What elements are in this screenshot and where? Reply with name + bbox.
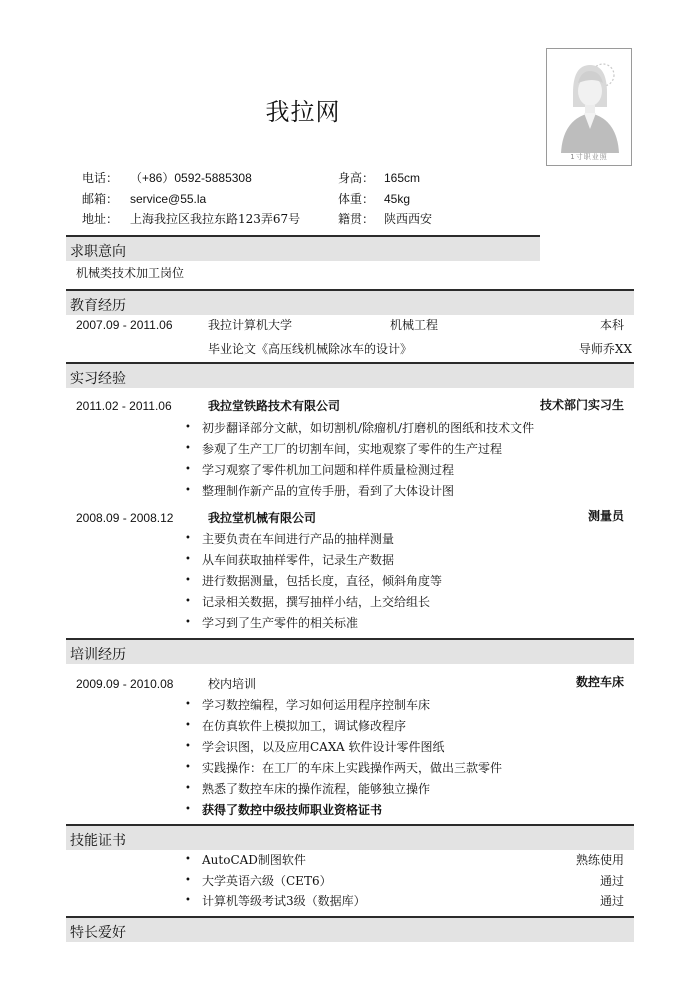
list-item: 熟悉了数控车床的操作流程，能够独立操作 [202,782,431,796]
bullet-icon: • [185,575,191,586]
job-date: 2008.09 - 2008.12 [76,511,174,525]
skill-level: 熟练使用 [575,853,624,867]
address-label: 地址： [82,212,119,226]
section-title: 技能证书 [70,833,126,849]
education-thesis: 毕业论文《高压线机械除冰车的设计》 [208,342,413,356]
bullet-icon: • [185,596,191,607]
list-item: 学习数控编程，学习如何运用程序控制车床 [202,698,431,712]
education-date: 2007.09 - 2011.06 [76,318,173,332]
address-row [82,212,342,226]
section-education [66,289,634,315]
bullet-icon: • [185,422,191,433]
section-training [66,638,634,664]
list-item: 主要负责在车间进行产品的抽样测量 [202,532,395,546]
section-skills [66,824,634,850]
bullet-icon: • [185,762,191,773]
training-org: 校内培训 [208,677,257,691]
list-item: 学习观察了零件机加工问题和样件质量检测过程 [202,463,455,477]
skill-name: AutoCAD制图软件 [202,853,306,867]
education-degree: 本科 [599,318,624,332]
bullet-icon: • [185,533,191,544]
section-title: 教育经历 [70,298,126,314]
weight-row [338,192,538,206]
bullet-icon: • [185,464,191,475]
skill-name: 计算机等级考试3级（数据库） [202,894,366,908]
section-internship [66,362,634,388]
job-company: 我拉堂机械有限公司 [208,511,317,525]
bullet-icon: • [185,554,191,565]
job-role: 技术部门实习生 [539,398,624,412]
education-major: 机械工程 [390,318,439,332]
email-value: service@55.la [130,192,207,206]
bullet-icon: • [185,699,191,710]
job-role: 测量员 [587,509,624,523]
job-intent-text: 机械类技术加工岗位 [76,266,185,280]
job-date: 2011.02 - 2011.06 [76,399,172,413]
section-job-intent [66,235,540,261]
phone-value: （+86）0592-5885308 [130,171,252,185]
candidate-name: 我拉网 [265,98,341,126]
section-title: 特长爱好 [70,925,126,941]
phone-row [82,171,342,185]
skill-name: 大学英语六级（CET6） [202,874,332,888]
origin-row [338,212,538,226]
bullet-icon: • [185,443,191,454]
list-item: 获得了数控中级技师职业资格证书 [202,803,383,817]
origin-label: 籍贯： [338,212,375,226]
list-item: 实践操作：在工厂的车床上实践操作两天，做出三款零件 [202,761,503,775]
list-item: 从车间获取抽样零件，记录生产数据 [202,553,395,567]
list-item: 学会识图，以及应用CAXA 软件设计零件图纸 [202,740,445,754]
section-title: 培训经历 [70,647,126,663]
section-title: 实习经验 [70,371,126,387]
skill-level: 通过 [599,874,624,888]
list-item: 学习到了生产零件的相关标准 [202,616,359,630]
weight-value: 45kg [384,192,411,206]
list-item: 整理制作新产品的宣传手册，看到了大体设计图 [202,484,455,498]
height-label: 身高： [338,171,375,185]
list-item: 进行数据测量，包括长度，直径，倾斜角度等 [202,574,443,588]
job-company: 我拉堂铁路技术有限公司 [208,399,341,413]
height-row [338,171,538,185]
list-item: 参观了生产工厂的切割车间，实地观察了零件的生产过程 [202,442,503,456]
bullet-icon: • [185,485,191,496]
profile-photo [546,48,632,166]
photo-caption: 1寸职业照 [570,153,608,161]
education-advisor: 导师乔XX [578,342,632,356]
training-date: 2009.09 - 2010.08 [76,677,174,691]
email-label: 邮箱： [82,192,119,206]
bullet-icon: • [185,895,191,906]
list-item: 在仿真软件上模拟加工，调试修改程序 [202,719,407,733]
section-hobbies [66,916,634,942]
list-item: 记录相关数据，撰写抽样小结，上交给组长 [202,595,431,609]
origin-value: 陕西西安 [384,212,433,226]
bullet-icon: • [185,804,191,815]
height-value: 165cm [384,171,421,185]
weight-label: 体重： [338,192,375,206]
email-row [82,192,342,206]
bullet-icon: • [185,720,191,731]
list-item: 初步翻译部分文献，如切割机/除瘤机/打磨机的图纸和技术文件 [202,421,535,435]
bullet-icon: • [185,783,191,794]
education-school: 我拉计算机大学 [208,318,293,332]
address-value: 上海我拉区我拉东路123弄67号 [130,212,301,226]
section-title: 求职意向 [70,244,126,260]
training-subject: 数控车床 [575,675,624,689]
bullet-icon: • [185,875,191,886]
skill-level: 通过 [599,894,624,908]
phone-label: 电话： [82,171,119,185]
bullet-icon: • [185,617,191,628]
bullet-icon: • [185,854,191,865]
bullet-icon: • [185,741,191,752]
avatar-silhouette-icon [547,49,633,153]
